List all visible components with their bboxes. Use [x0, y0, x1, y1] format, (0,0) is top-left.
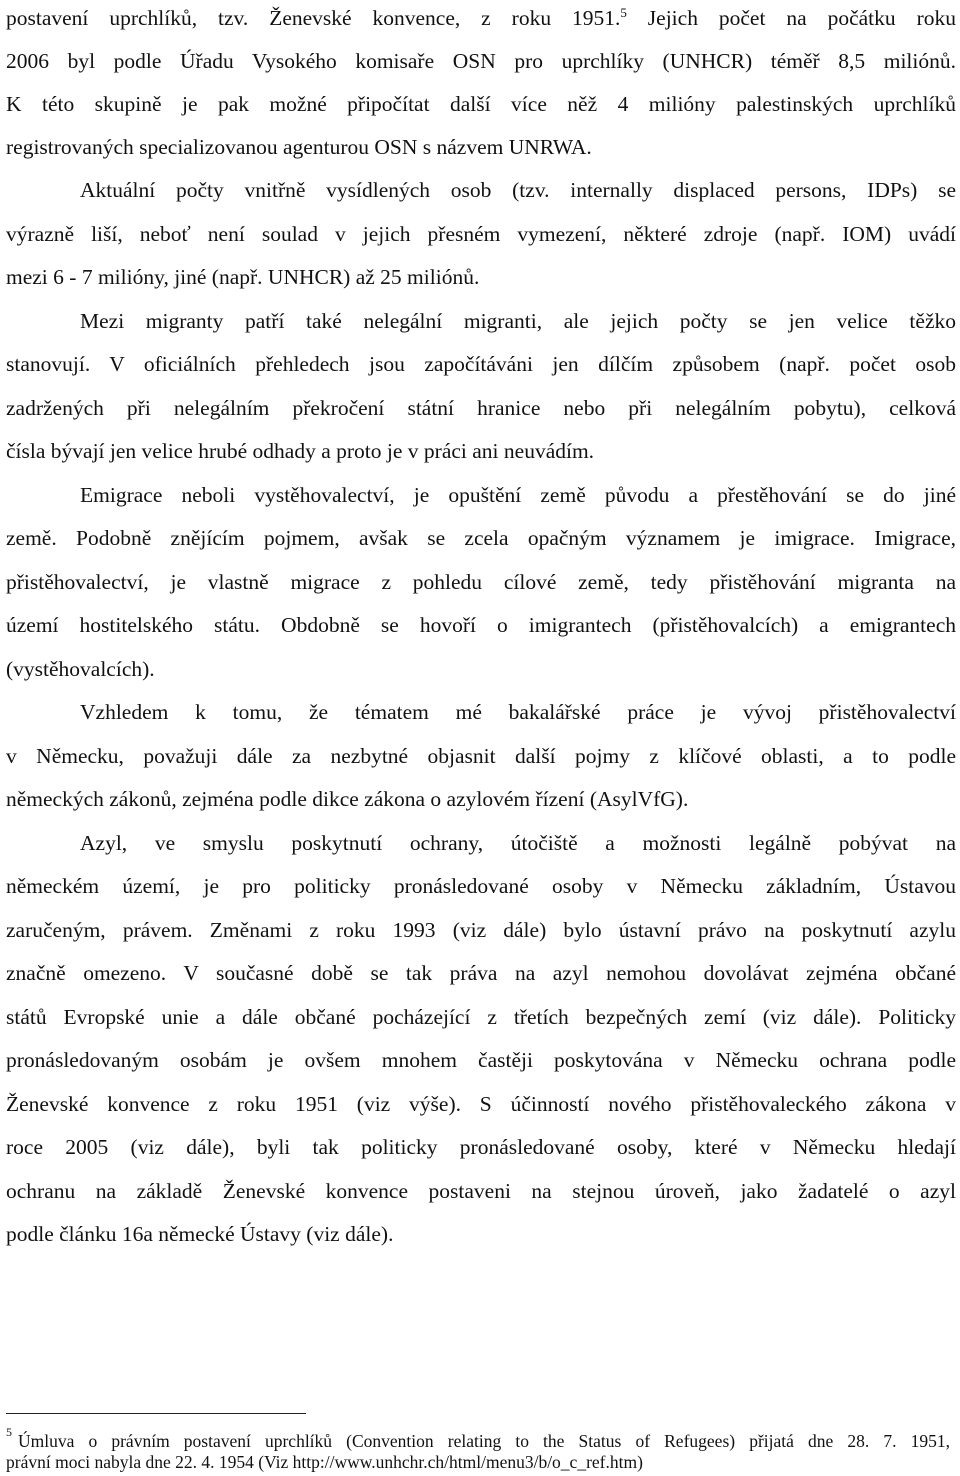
text-line-7: mezi 6 - 7 milióny, jiné (např. UNHCR) až 25 miliónů.	[6, 265, 480, 289]
text-line-9: stanovují. V oficiálních přehledech jsou započítáváni jen dílčím způsobem (např. počet osob	[6, 352, 956, 376]
footnote-line-1: Úmluva o právním postavení uprchlíků (Convention relating to the Status of Refugees) přijatá dne 28. 7. 1951,	[18, 1431, 950, 1451]
text-line-28: ochranu na základě Ženevské konvence postaveni na stejnou úroveň, jako žadatelé o azyl	[6, 1179, 956, 1203]
text-line-1: postavení uprchlíků, tzv. Ženevské konvence, z roku 1951.$^5$ Jejich počet na počátku roku	[6, 4, 956, 30]
text-line-25: pronásledovaným osobám je ovšem mnohem častěji poskytována v Německu ochrana podle	[6, 1048, 956, 1072]
text-line-24: států Evropské unie a dále občané pocházející z třetích bezpečných zemí (viz dále). Politicky	[6, 1005, 956, 1029]
text-line-23: značně omezeno. V současné době se tak práva na azyl nemohou dovolávat zejména občané	[6, 961, 956, 985]
text-line-26: Ženevské konvence z roku 1951 (viz výše). S účinností nového přistěhovaleckého zákona v	[6, 1092, 956, 1116]
text-line-14: přistěhovalectví, je vlastně migrace z pohledu cílové země, tedy přistěhování migranta na	[6, 570, 956, 594]
paragraph-start-line: Mezi migranty patří také nelegální migranti, ale jejich počty se jen velice těžko	[80, 309, 956, 333]
footnote-separator	[6, 1413, 306, 1414]
paragraph-start-line: Aktuální počty vnitřně vysídlených osob (tzv. internally displaced persons, IDPs) se	[80, 178, 956, 202]
text-line-13: země. Podobně znějícím pojmem, avšak se zcela opačným významem je imigrace. Imigrace,	[6, 526, 956, 550]
text-line-3: K této skupině je pak možné připočítat další více něž 4 milióny palestinských uprchlíků	[6, 92, 956, 116]
text-line-6: výrazně liší, neboť není soulad v jejich přesném vymezení, některé zdroje (např. IOM) uvádí	[6, 222, 956, 246]
text-line-19: německých zákonů, zejména podle dikce zákona o azylovém řízení (AsylVfG).	[6, 787, 689, 811]
text-line-29: podle článku 16a německé Ústavy (viz dále).	[6, 1222, 394, 1246]
text-line-11: čísla bývají jen velice hrubé odhady a proto je v práci ani neuvádím.	[6, 439, 595, 463]
text-line-2: 2006 byl podle Úřadu Vysokého komisaře OSN pro uprchlíky (UNHCR) téměř 8,5 miliónů.	[6, 49, 956, 73]
text-line-4: registrovaných specializovanou agenturou OSN s názvem UNRWA.	[6, 135, 592, 159]
paragraph-start-line: Azyl, ve smyslu poskytnutí ochrany, útočiště a možnosti legálně pobývat na	[80, 831, 956, 855]
text-line-15: území hostitelského státu. Obdobně se hovoří o imigrantech (přistěhovalcích) a emigrantech	[6, 613, 956, 637]
footnote-mark: 5	[6, 1425, 12, 1439]
footnote-reference[interactable]: 5	[620, 4, 627, 20]
footnote-line-2: právní moci nabyla dne 22. 4. 1954 (Viz http://www.unhchr.ch/html/menu3/b/o_c_ref.htm)	[6, 1452, 643, 1472]
paragraph-start-line: Emigrace neboli vystěhovalectví, je opuštění země původu a přestěhování se do jiné	[80, 483, 956, 507]
paragraph-start-line: Vzhledem k tomu, že tématem mé bakalářské práce je vývoj přistěhovalectví	[80, 700, 956, 724]
text-line-22: zaručeným, právem. Změnami z roku 1993 (viz dále) bylo ústavní právo na poskytnutí azylu	[6, 918, 956, 942]
text-line-10: zadržených při nelegálním překročení státní hranice nebo při nelegálním pobytu), celková	[6, 396, 956, 420]
text-line-21: německém území, je pro politicky pronásledované osoby v Německu základním, Ústavou	[6, 874, 956, 898]
text-line-16: (vystěhovalcích).	[6, 657, 155, 681]
text-line-18: v Německu, považuji dále za nezbytné objasnit další pojmy z klíčové oblasti, a to podle	[6, 744, 956, 768]
text-line-27: roce 2005 (viz dále), byli tak politicky pronásledované osoby, které v Německu hledají	[6, 1135, 956, 1159]
